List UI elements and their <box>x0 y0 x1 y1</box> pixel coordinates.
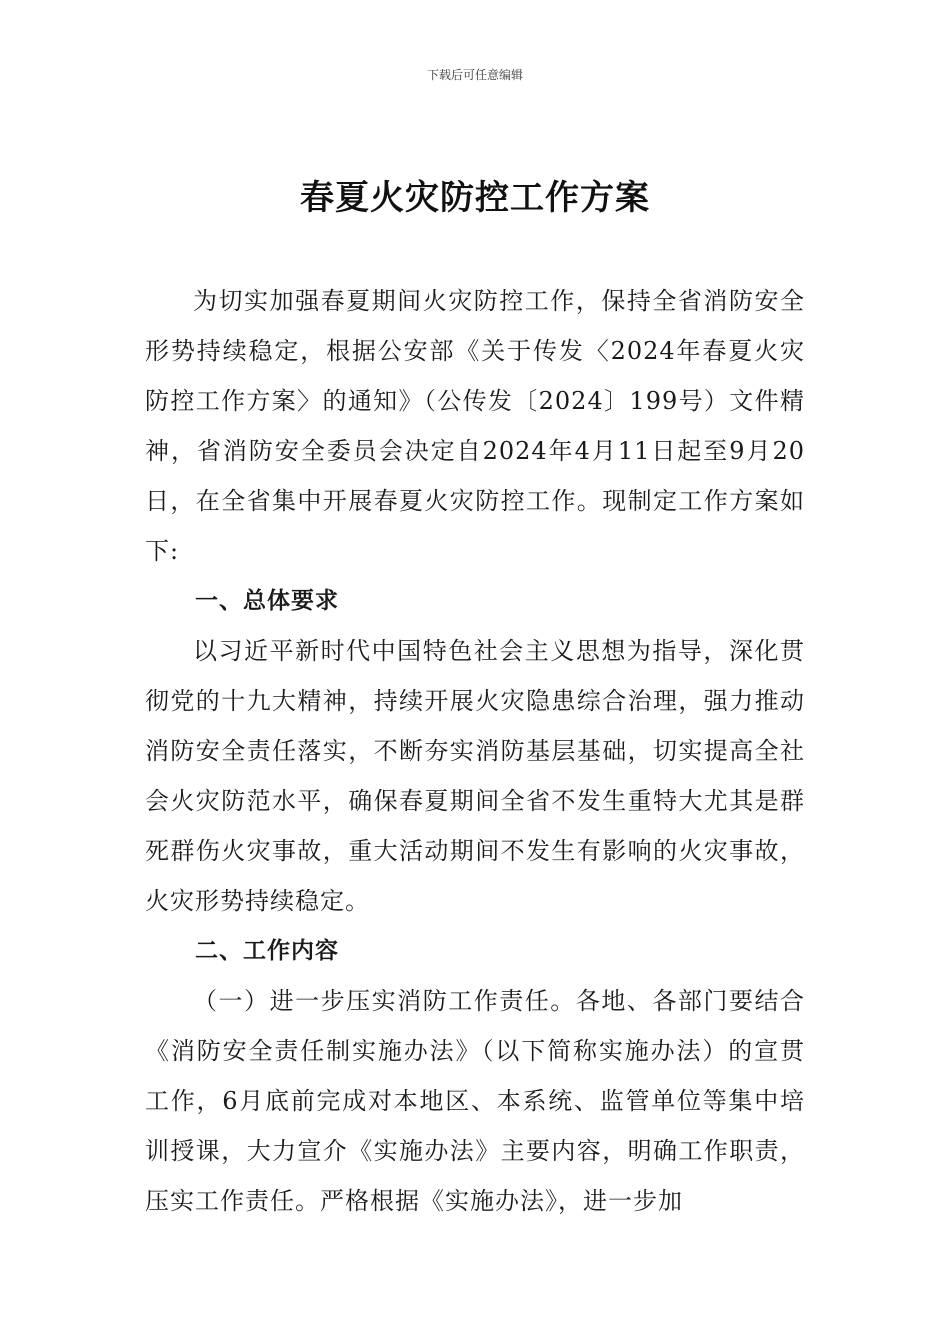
work-content-paragraph-1: （一）进一步压实消防工作责任。各地、各部门要结合《消防安全责任制实施办法》（以下简称实施办法）的宣贯工作，6月底前完成对本地区、本系统、监管单位等集中培训授课，大力宣介《实施办法》主要内容，明确工作职责，压实工作责任。严格根据《实施办法》，进一步加 <box>145 987 805 1215</box>
document-title: 春夏火灾防控工作方案 <box>300 178 650 218</box>
section-heading-general-requirements: 一、总体要求 <box>195 588 339 614</box>
page-header-note: 下载后可任意编辑 <box>426 68 523 82</box>
intro-paragraph: 为切实加强春夏期间火灾防控工作，保持全省消防安全形势持续稳定，根据公安部《关于传发〈2024年春夏火灾防控工作方案〉的通知》（公传发〔2024〕199号）文件精神，省消防安全委员会决定自2024年4月11日起至9月20日，在全省集中开展春夏火灾防控工作。现制定工作方案如下: <box>145 287 805 565</box>
section-heading-work-content: 二、工作内容 <box>195 938 339 964</box>
document-body <box>145 276 805 1226</box>
general-requirements-paragraph: 以习近平新时代中国特色社会主义思想为指导，深化贯彻党的十九大精神，持续开展火灾隐患综合治理，强力推动消防安全责任落实，不断夯实消防基层基础，切实提高全社会火灾防范水平，确保春夏期间全省不发生重特大尤其是群死群伤火灾事故，重大活动期间不发生有影响的火灾事故，火灾形势持续稳定。 <box>145 637 805 915</box>
